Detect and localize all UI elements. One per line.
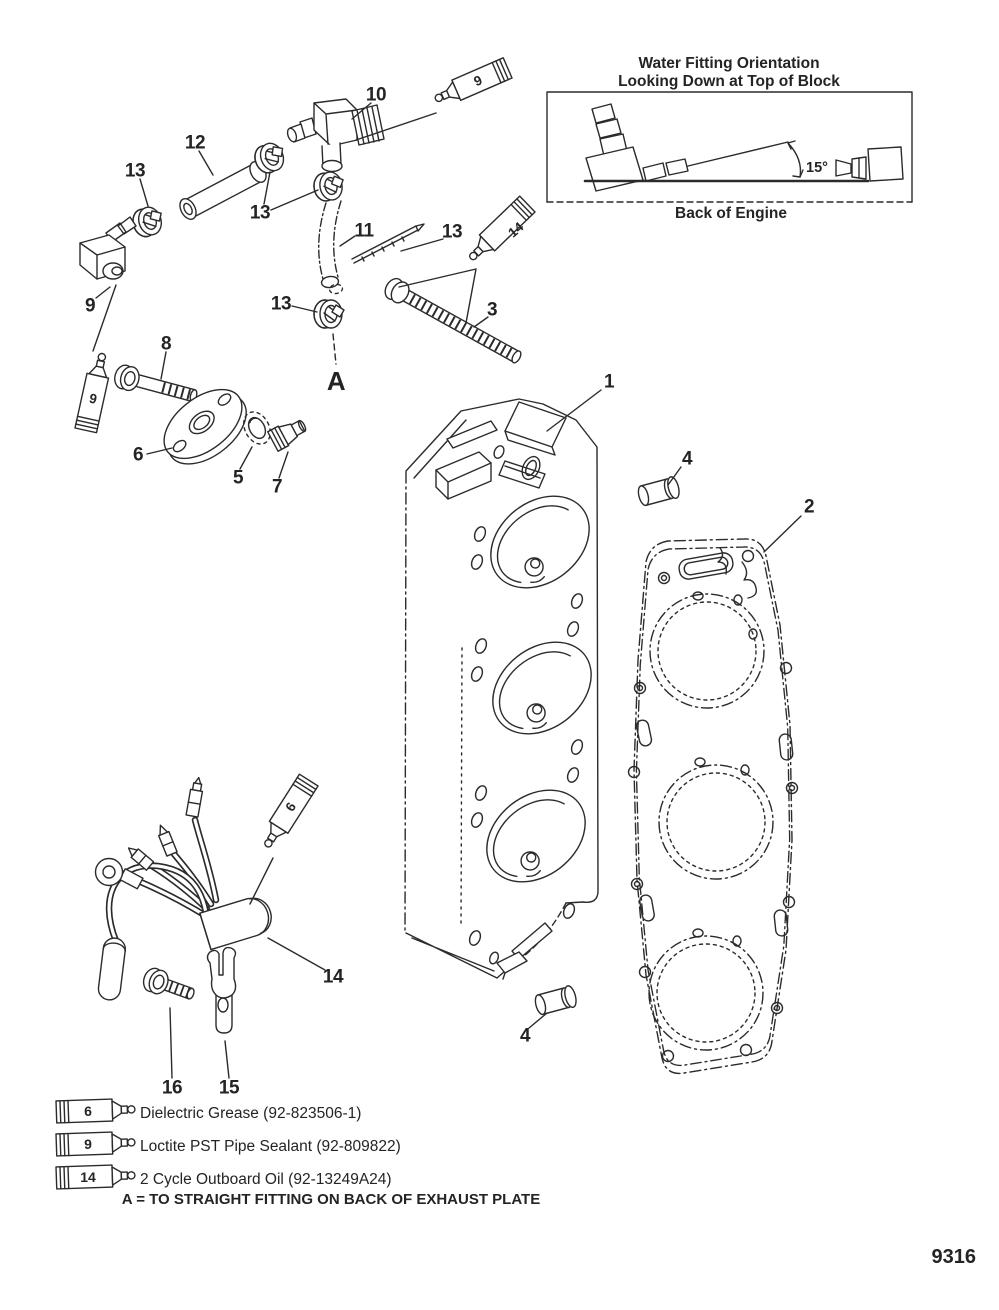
callout-4: 4 (681, 448, 693, 470)
part-11-hose (319, 201, 343, 294)
tube-6 (257, 774, 318, 852)
callout-13: 13 (249, 202, 271, 224)
legend-tube-number-14: 14 (80, 1169, 96, 1185)
inset-title-line2: Looking Down at Top of Block (618, 73, 840, 90)
inset-straight-fitting (836, 147, 903, 181)
callout-16: 16 (161, 1077, 183, 1099)
callout-9: 9 (84, 295, 96, 317)
clamp-13-d (314, 300, 344, 328)
clamp-13-c (312, 170, 346, 203)
part-7-fitting (268, 415, 310, 451)
callout-2: 2 (803, 496, 815, 518)
inset-water-fitting-orientation (547, 92, 912, 202)
callout-13: 13 (441, 221, 463, 243)
clamp-13-a (130, 204, 167, 240)
part-1-cylinder-head (405, 399, 609, 979)
callout-14: 14 (322, 966, 344, 988)
inset-title-line1: Water Fitting Orientation (638, 55, 820, 72)
callout-11: 11 (354, 220, 374, 242)
callout-5: 5 (232, 467, 244, 489)
part-15-fork-terminal (208, 948, 236, 1033)
legend-tube-number-6: 6 (84, 1103, 92, 1119)
tube-14 (463, 196, 535, 266)
legend-tube-icon-9 (56, 1131, 135, 1156)
callout-6: 6 (132, 444, 144, 466)
tube-number-9: 9 (471, 72, 485, 90)
legend-item-outboard-oil: 2 Cycle Outboard Oil (92-13249A24) (140, 1171, 392, 1188)
callout-1: 1 (603, 371, 615, 393)
bullet-terminal-2 (155, 823, 177, 856)
drawing-number: 9316 (931, 1246, 976, 1268)
part-6-flange (152, 376, 259, 478)
tube-9-left (75, 351, 113, 432)
callout-15: 15 (218, 1077, 240, 1099)
inset-angle-arc (788, 141, 803, 177)
part-2-head-gasket (629, 539, 798, 1073)
assembly-note: A = TO STRAIGHT FITTING ON BACK OF EXHAUST PLATE (121, 1191, 541, 1208)
tube-9-top (431, 58, 512, 110)
tube-number-14: 14 (505, 219, 527, 241)
part-12-hose (177, 159, 270, 222)
legend-item-dielectric-grease: Dielectric Grease (92-823506-1) (140, 1105, 362, 1122)
callout-a: A (326, 366, 346, 396)
inset-elbow-fitting (586, 104, 788, 191)
tube-number-9: 9 (87, 390, 99, 407)
legend-tube-icon-6 (56, 1098, 135, 1123)
callout-7: 7 (271, 476, 283, 498)
inset-caption: Back of Engine (675, 205, 787, 222)
wire-sleeve (97, 937, 126, 1001)
callout-8: 8 (160, 333, 172, 355)
ring-terminal (96, 859, 143, 889)
part-16-screw (140, 966, 197, 1006)
part-14-harness (96, 777, 276, 1002)
callout-13: 13 (124, 160, 146, 182)
legend-item-loctite: Loctite PST Pipe Sealant (92-809822) (140, 1138, 401, 1155)
bullet-terminal-3 (186, 777, 205, 817)
callout-3: 3 (486, 299, 498, 321)
part-8-bolt (112, 363, 199, 408)
callout-10: 10 (365, 84, 387, 106)
tube-number-6: 6 (282, 799, 300, 815)
part-13-tie-strap (352, 220, 424, 263)
inset-angle-label: 15° (806, 160, 828, 176)
callout-4: 4 (519, 1025, 531, 1047)
part-3-screw (382, 276, 525, 369)
part-4-dowel-top (636, 476, 681, 508)
part-4-dowel-bottom (533, 985, 578, 1017)
leader-lines (93, 103, 801, 1078)
legend-tube-number-9: 9 (84, 1136, 92, 1152)
callout-13: 13 (270, 293, 292, 315)
callout-12: 12 (184, 132, 206, 154)
part-9-elbow-fitting (80, 217, 136, 279)
